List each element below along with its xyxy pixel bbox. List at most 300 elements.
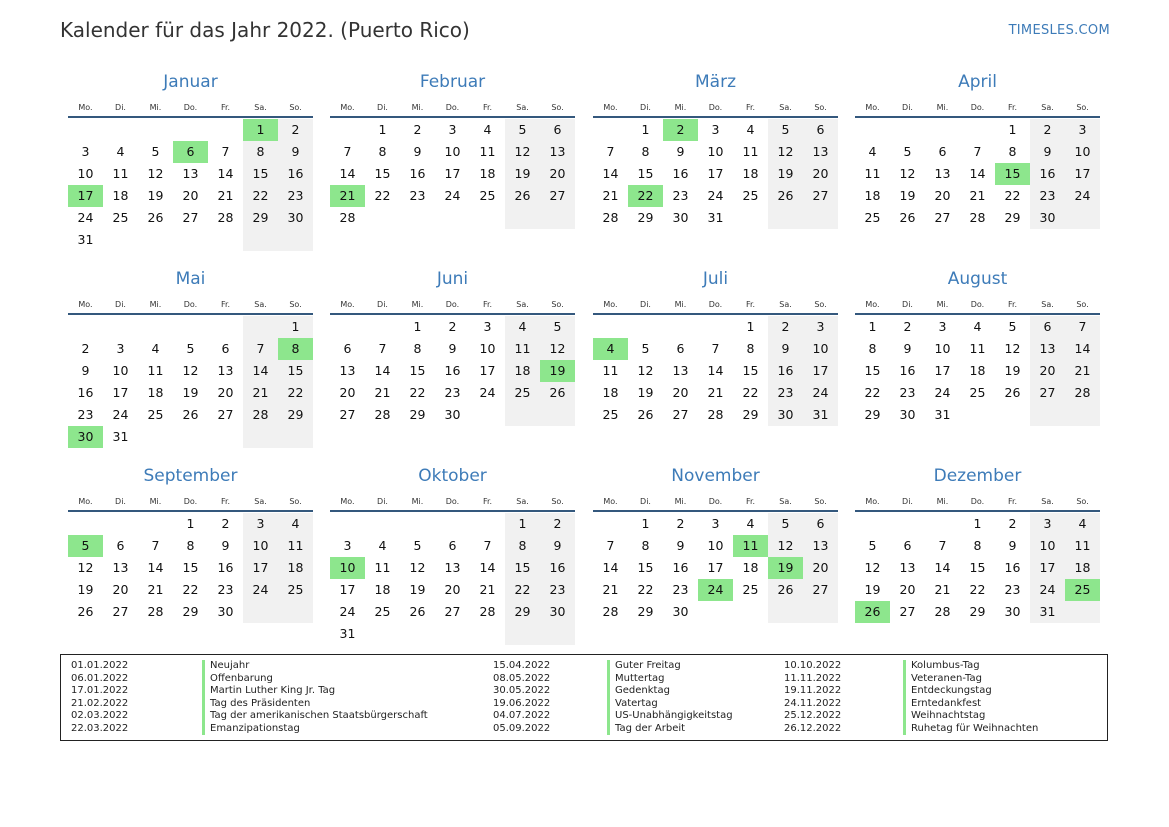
holiday-date: 30.05.2022 (493, 685, 551, 696)
day-cell: 27 (1030, 382, 1065, 404)
day-cell: 16 (899, 363, 916, 378)
day-cell: 28 (374, 407, 391, 422)
weekday-label: So. (289, 103, 302, 112)
day-cell: 9 (413, 144, 422, 159)
day-cell: 18 (278, 557, 313, 579)
day-cell: 8 (505, 535, 540, 557)
day-cell: 30 (899, 407, 916, 422)
weekday-label: Mi. (674, 497, 687, 506)
day-cell: 3 (1030, 513, 1065, 535)
day-cell: 11 (602, 363, 619, 378)
holiday-name: Erntedankfest (911, 697, 982, 709)
weekday-header (330, 93, 575, 118)
day-cell: 31 (803, 404, 838, 426)
day-cell: 19 (409, 582, 426, 597)
day-cell: 7 (606, 144, 615, 159)
weekday-label: Do. (445, 300, 460, 309)
holiday-name: Offenbarung (210, 672, 273, 684)
weekday-label: Do. (708, 300, 723, 309)
day-cell: 23 (409, 188, 426, 203)
day-cell: 5 (151, 144, 160, 159)
day-cell: 22 (243, 185, 278, 207)
day-cell-empty (138, 426, 173, 448)
weekday-label: Fr. (1007, 300, 1018, 309)
day-cell: 14 (243, 360, 278, 382)
day-cell: 12 (505, 141, 540, 163)
day-grid (330, 119, 575, 229)
day-cell: 8 (641, 144, 650, 159)
day-cell: 16 (77, 385, 94, 400)
weekday-label: Fr. (745, 300, 756, 309)
day-cell: 10 (707, 144, 724, 159)
holiday-names-column (903, 660, 1038, 735)
day-cell: 12 (77, 560, 94, 575)
day-cell: 13 (112, 560, 129, 575)
holiday-date: 02.03.2022 (71, 710, 129, 721)
day-cell-holiday: 15 (995, 163, 1030, 185)
day-cell: 6 (343, 341, 352, 356)
day-cell-empty (505, 404, 540, 426)
holiday-name: Emanzipationstag (210, 722, 300, 734)
weekday-label: Mo. (340, 497, 355, 506)
day-grid (68, 119, 313, 251)
day-cell: 7 (1065, 316, 1100, 338)
day-cell: 27 (899, 604, 916, 619)
month-block (593, 270, 838, 426)
day-cell-empty (960, 404, 995, 426)
day-cell: 25 (112, 210, 129, 225)
day-cell: 11 (374, 560, 391, 575)
day-cell-holiday: 10 (330, 557, 365, 579)
day-cell: 24 (479, 385, 496, 400)
weekday-label: So. (1076, 300, 1089, 309)
day-cell: 27 (444, 604, 461, 619)
day-cell: 15 (243, 163, 278, 185)
day-cell: 20 (540, 163, 575, 185)
day-cell: 26 (182, 407, 199, 422)
day-cell: 28 (969, 210, 986, 225)
day-cell: 5 (768, 119, 803, 141)
day-cell-empty (698, 601, 733, 623)
day-cell: 23 (540, 579, 575, 601)
day-cell: 9 (448, 341, 457, 356)
day-cell-empty (173, 119, 208, 141)
day-cell: 13 (540, 141, 575, 163)
weekday-header (68, 290, 313, 315)
day-cell: 21 (969, 188, 986, 203)
day-cell-holiday: 19 (540, 360, 575, 382)
day-cell: 12 (768, 535, 803, 557)
day-cell: 4 (868, 144, 877, 159)
day-cell: 24 (1030, 579, 1065, 601)
day-cell: 29 (969, 604, 986, 619)
month-block (330, 73, 575, 229)
day-cell: 8 (1008, 144, 1017, 159)
day-cell: 29 (182, 604, 199, 619)
holiday-name: Entdeckungstag (911, 685, 992, 696)
day-cell: 20 (339, 385, 356, 400)
day-cell-empty (540, 623, 575, 645)
day-cell: 26 (1004, 385, 1021, 400)
weekday-label: So. (1076, 103, 1089, 112)
day-cell: 6 (1030, 316, 1065, 338)
weekday-label: Sa. (779, 103, 792, 112)
day-cell-empty (173, 426, 208, 448)
day-cell: 9 (676, 538, 685, 553)
holiday-date: 06.01.2022 (71, 672, 129, 684)
month-block (68, 467, 313, 623)
day-cell: 23 (1030, 185, 1065, 207)
day-cell: 28 (243, 404, 278, 426)
holiday-name: US-Unabhängigkeitstag (615, 710, 733, 721)
month-block (68, 73, 313, 251)
day-cell: 23 (217, 582, 234, 597)
holiday-date: 10.10.2022 (784, 660, 842, 671)
day-cell: 11 (864, 166, 881, 181)
weekday-label: Do. (970, 300, 985, 309)
day-cell: 9 (1008, 538, 1017, 553)
day-cell: 18 (969, 363, 986, 378)
day-cell: 21 (934, 582, 951, 597)
weekday-header (855, 290, 1100, 315)
holiday-date: 04.07.2022 (493, 710, 551, 721)
day-cell: 22 (374, 188, 391, 203)
day-cell-empty (470, 404, 505, 426)
weekday-label: So. (551, 497, 564, 506)
day-cell: 22 (278, 382, 313, 404)
day-cell: 29 (742, 407, 759, 422)
holiday-name: Weihnachtstag (911, 710, 986, 721)
holiday-dates-column (71, 660, 128, 735)
day-cell-empty (138, 316, 173, 338)
day-cell-empty (138, 513, 173, 535)
day-cell-empty (593, 119, 628, 141)
day-cell-empty (330, 513, 365, 535)
day-cell-empty (208, 426, 243, 448)
day-cell: 15 (182, 560, 199, 575)
day-cell: 6 (803, 119, 838, 141)
day-cell: 15 (637, 560, 654, 575)
day-cell: 11 (479, 144, 496, 159)
day-cell-empty (365, 513, 400, 535)
month-name: Oktober (418, 466, 487, 486)
day-cell: 31 (339, 626, 356, 641)
day-cell: 25 (969, 385, 986, 400)
holiday-name: Tag des Präsidenten (210, 697, 311, 709)
weekday-label: Di. (640, 300, 651, 309)
weekday-label: Fr. (482, 103, 493, 112)
day-cell: 12 (1004, 341, 1021, 356)
day-cell: 3 (343, 538, 352, 553)
day-cell: 19 (637, 385, 654, 400)
day-cell: 15 (374, 166, 391, 181)
day-cell-holiday: 19 (768, 557, 803, 579)
day-cell: 2 (676, 516, 685, 531)
holiday-date: 15.04.2022 (493, 660, 551, 671)
day-cell: 13 (217, 363, 234, 378)
day-cell: 25 (147, 407, 164, 422)
day-cell: 10 (77, 166, 94, 181)
day-cell: 28 (602, 604, 619, 619)
day-cell-empty (768, 207, 803, 229)
month-name: November (671, 466, 760, 486)
day-cell: 23 (278, 185, 313, 207)
day-cell: 20 (934, 188, 951, 203)
day-cell: 11 (278, 535, 313, 557)
day-cell: 30 (278, 207, 313, 229)
weekday-label: Mo. (603, 103, 618, 112)
brand-link[interactable]: TIMESLES.COM (1008, 23, 1110, 38)
weekday-header (855, 487, 1100, 512)
day-cell: 21 (707, 385, 724, 400)
day-cell: 3 (483, 319, 492, 334)
day-cell: 18 (1065, 557, 1100, 579)
day-cell-empty (540, 207, 575, 229)
day-cell: 16 (409, 166, 426, 181)
day-cell: 17 (339, 582, 356, 597)
day-cell: 2 (1030, 119, 1065, 141)
weekday-label: Sa. (1041, 497, 1054, 506)
weekday-label: Mi. (411, 300, 424, 309)
day-cell: 7 (221, 144, 230, 159)
day-cell-empty (243, 601, 278, 623)
day-cell: 20 (112, 582, 129, 597)
day-cell-holiday: 5 (68, 535, 103, 557)
weekday-label: Fr. (220, 300, 231, 309)
day-cell: 5 (641, 341, 650, 356)
holiday-date: 17.01.2022 (71, 685, 129, 696)
day-cell-empty (365, 207, 400, 229)
day-cell-empty (470, 207, 505, 229)
day-cell: 18 (742, 166, 759, 181)
day-cell: 24 (444, 188, 461, 203)
day-cell-empty (470, 513, 505, 535)
day-cell: 26 (409, 604, 426, 619)
day-cell: 10 (243, 535, 278, 557)
month-name: Dezember (933, 466, 1022, 486)
day-cell-holiday: 11 (733, 535, 768, 557)
weekday-label: Fr. (1007, 497, 1018, 506)
weekday-label: Mo. (340, 300, 355, 309)
day-cell-holiday: 21 (330, 185, 365, 207)
day-cell: 5 (540, 316, 575, 338)
day-cell: 23 (672, 582, 689, 597)
day-cell: 31 (112, 429, 129, 444)
day-cell: 15 (278, 360, 313, 382)
day-cell: 16 (672, 560, 689, 575)
day-cell: 31 (707, 210, 724, 225)
day-cell-empty (855, 119, 890, 141)
day-grid (855, 119, 1100, 229)
day-cell: 9 (903, 341, 912, 356)
day-cell: 24 (934, 385, 951, 400)
day-cell-empty (1065, 601, 1100, 623)
day-cell: 24 (243, 579, 278, 601)
day-cell-empty (400, 623, 435, 645)
day-cell: 5 (903, 144, 912, 159)
day-cell: 21 (374, 385, 391, 400)
weekday-label: Mo. (603, 300, 618, 309)
day-cell: 26 (899, 210, 916, 225)
weekday-header (68, 93, 313, 118)
day-cell: 14 (147, 560, 164, 575)
day-cell: 22 (864, 385, 881, 400)
day-cell: 3 (116, 341, 125, 356)
weekday-header (593, 290, 838, 315)
day-cell: 4 (746, 122, 755, 137)
day-cell: 4 (151, 341, 160, 356)
day-cell: 28 (479, 604, 496, 619)
holiday-date: 11.11.2022 (784, 672, 842, 684)
holiday-date: 05.09.2022 (493, 722, 551, 734)
day-cell: 21 (243, 382, 278, 404)
month-name: August (947, 269, 1008, 289)
day-cell: 14 (374, 363, 391, 378)
day-cell: 2 (903, 319, 912, 334)
day-cell: 23 (444, 385, 461, 400)
day-cell: 23 (77, 407, 94, 422)
day-cell: 6 (116, 538, 125, 553)
weekday-label: Sa. (779, 300, 792, 309)
day-cell: 6 (938, 144, 947, 159)
weekday-label: So. (289, 300, 302, 309)
holiday-date: 22.03.2022 (71, 722, 129, 734)
day-cell: 5 (768, 513, 803, 535)
day-cell: 1 (641, 122, 650, 137)
day-cell: 22 (969, 582, 986, 597)
day-cell: 17 (1030, 557, 1065, 579)
day-cell: 20 (672, 385, 689, 400)
day-cell: 1 (973, 516, 982, 531)
day-cell: 5 (186, 341, 195, 356)
day-cell: 31 (934, 407, 951, 422)
day-cell-empty (243, 229, 278, 251)
weekday-label: Mo. (865, 300, 880, 309)
day-cell: 5 (505, 119, 540, 141)
day-cell-empty (103, 513, 138, 535)
month-block (855, 270, 1100, 426)
day-cell: 13 (444, 560, 461, 575)
day-grid (855, 513, 1100, 623)
weekday-label: So. (551, 300, 564, 309)
day-cell: 1 (868, 319, 877, 334)
holiday-name: Kolumbus-Tag (911, 660, 980, 671)
day-cell-empty (400, 207, 435, 229)
day-cell: 23 (899, 385, 916, 400)
weekday-label: Fr. (745, 103, 756, 112)
day-cell: 2 (221, 516, 230, 531)
weekday-label: Fr. (482, 300, 493, 309)
day-cell: 8 (641, 538, 650, 553)
day-cell-holiday: 4 (593, 338, 628, 360)
day-cell: 4 (973, 319, 982, 334)
day-cell: 28 (339, 210, 356, 225)
day-cell: 13 (899, 560, 916, 575)
day-grid (68, 513, 313, 623)
day-cell: 7 (483, 538, 492, 553)
day-cell-empty (995, 404, 1030, 426)
weekday-label: Di. (902, 300, 913, 309)
day-cell: 14 (707, 363, 724, 378)
day-cell: 17 (243, 557, 278, 579)
day-cell: 11 (1065, 535, 1100, 557)
month-name: Februar (419, 72, 486, 92)
day-cell-empty (243, 316, 278, 338)
day-cell: 3 (711, 122, 720, 137)
holiday-date: 19.11.2022 (784, 685, 842, 696)
day-cell-holiday: 24 (698, 579, 733, 601)
day-cell-empty (365, 623, 400, 645)
day-cell-holiday: 25 (1065, 579, 1100, 601)
day-cell: 17 (707, 166, 724, 181)
day-cell: 3 (938, 319, 947, 334)
day-cell-empty (103, 119, 138, 141)
weekday-label: So. (814, 103, 827, 112)
day-cell-empty (278, 426, 313, 448)
day-cell: 25 (374, 604, 391, 619)
day-cell: 11 (112, 166, 129, 181)
day-cell: 4 (378, 538, 387, 553)
day-cell-empty (925, 119, 960, 141)
weekday-label: Di. (640, 103, 651, 112)
day-cell: 13 (1030, 338, 1065, 360)
day-cell-empty (733, 207, 768, 229)
month-block (855, 467, 1100, 623)
weekday-label: Sa. (516, 300, 529, 309)
weekday-header (68, 487, 313, 512)
day-cell: 4 (1065, 513, 1100, 535)
day-cell: 13 (672, 363, 689, 378)
day-cell-empty (173, 229, 208, 251)
holiday-name: Muttertag (615, 672, 665, 684)
day-cell-empty (208, 119, 243, 141)
holiday-name: Ruhetag für Weihnachten (911, 722, 1039, 734)
day-cell-empty (278, 229, 313, 251)
weekday-header (330, 487, 575, 512)
day-cell: 4 (505, 316, 540, 338)
day-cell: 16 (540, 557, 575, 579)
day-cell: 30 (540, 601, 575, 623)
day-cell: 29 (278, 404, 313, 426)
day-cell: 27 (217, 407, 234, 422)
holiday-date: 26.12.2022 (784, 722, 842, 734)
day-cell: 12 (768, 141, 803, 163)
weekday-header (855, 93, 1100, 118)
day-cell: 22 (505, 579, 540, 601)
day-cell-empty (208, 229, 243, 251)
day-cell: 26 (768, 185, 803, 207)
day-cell-empty (138, 229, 173, 251)
weekday-header (593, 93, 838, 118)
day-cell: 25 (479, 188, 496, 203)
day-cell: 15 (969, 560, 986, 575)
day-cell: 19 (505, 163, 540, 185)
month-block (68, 270, 313, 448)
day-cell: 20 (182, 188, 199, 203)
day-cell: 22 (409, 385, 426, 400)
day-cell: 23 (768, 382, 803, 404)
day-cell: 21 (1065, 360, 1100, 382)
day-cell: 15 (637, 166, 654, 181)
day-cell: 10 (934, 341, 951, 356)
day-cell: 1 (413, 319, 422, 334)
day-cell: 17 (707, 560, 724, 575)
day-cell-empty (593, 513, 628, 535)
day-cell: 14 (969, 166, 986, 181)
day-cell: 30 (672, 210, 689, 225)
day-cell-empty (1065, 404, 1100, 426)
day-grid (330, 513, 575, 645)
